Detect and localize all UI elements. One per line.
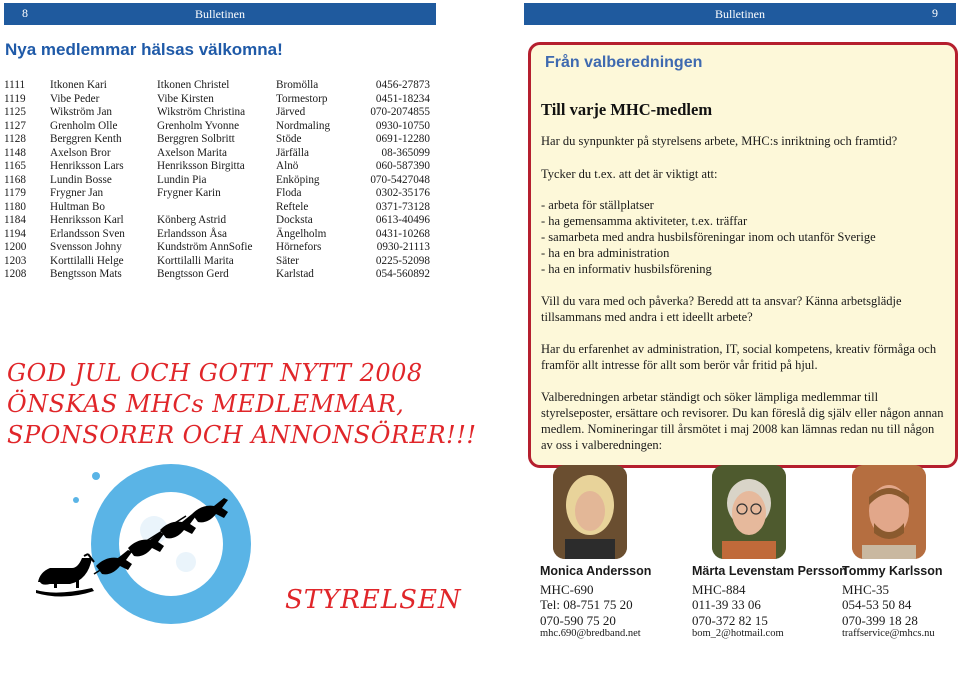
person-email[interactable]: traffservice@mhcs.nu <box>842 628 935 639</box>
person-tel: Tel: 08-751 75 20 <box>540 597 633 612</box>
member-name: Svensson Johny <box>50 241 122 253</box>
portrait-photo <box>553 465 627 559</box>
member-number: 1119 <box>4 92 26 105</box>
paragraph-erfarenhet: Har du erfarenhet av administration, IT, social kompetens, kreativ förmåga och framför allt intresse för allt som berör vår fritid på hjul. <box>541 342 937 372</box>
member-row <box>4 201 430 215</box>
paragraph-paverka: Vill du vara med och påverka? Beredd att ta ansvar? Känna arbetsglädje tillsammans med andra i ett ideellt arbete? <box>541 294 902 324</box>
person-mobile: 070-372 82 15 <box>692 613 768 628</box>
person-member-number: MHC-884 <box>692 582 746 597</box>
member-town: Hörnefors <box>276 241 322 253</box>
member-row <box>4 106 430 120</box>
member-number: 1179 <box>4 187 26 199</box>
greeting-line-2: ÖNSKAS MHCs MEDLEMMAR, <box>7 390 405 418</box>
member-name: Itkonen Kari <box>50 79 107 91</box>
partner-name: Könberg Astrid <box>157 214 227 226</box>
member-town: Järved <box>276 106 306 118</box>
member-phone: 0930-10750 <box>375 119 430 132</box>
member-phone: 0302-35176 <box>375 187 430 199</box>
member-name: Bengtsson Mats <box>50 268 122 280</box>
partner-name: Henriksson Birgitta <box>157 160 245 172</box>
member-row <box>4 214 430 228</box>
member-name: Berggren Kenth <box>50 133 122 145</box>
member-number: 1128 <box>4 133 26 145</box>
member-number: 1165 <box>4 160 26 172</box>
bullet-item: - samarbeta med andra husbilsföreningar inom och utanför Sverige <box>541 230 876 244</box>
bullet-item: - ha en bra administration <box>541 246 670 260</box>
member-town: Reftele <box>276 200 309 213</box>
paragraph-nominering: Valberedningen arbetar ständigt och söker lämpliga medlemmar till styrelseposter, ersättare och revisorer. Du kan föreslå dig själv eller någon annan medlem. Nomineringar till årsmötet i maj 2008 kan lämnas redan nu till någon av oss i valberedningen: <box>541 390 944 452</box>
sleigh-silhouette <box>36 558 94 597</box>
member-row <box>4 241 430 255</box>
portrait-photo <box>852 465 926 559</box>
member-number: 1180 <box>4 200 26 213</box>
member-town: Alnö <box>276 160 299 172</box>
styrelsen-label: STYRELSEN <box>285 585 462 615</box>
partner-name: Axelson Marita <box>157 146 227 159</box>
member-phone: 0431-10268 <box>375 227 430 240</box>
person-name: Märta Levenstam Persson <box>692 564 847 578</box>
person-member-number: MHC-690 <box>540 582 594 597</box>
member-phone: 0371-73128 <box>375 200 430 213</box>
portrait-photo <box>712 465 786 559</box>
member-number: 1168 <box>4 173 26 186</box>
member-phone: 060-587390 <box>375 160 430 172</box>
partner-name: Vibe Kirsten <box>157 92 214 105</box>
person-mobile: 070-399 18 28 <box>842 613 918 628</box>
right-header-title: Bulletinen <box>715 7 765 21</box>
member-row <box>4 79 430 93</box>
member-phone: 0225-52098 <box>375 254 430 267</box>
member-name: Erlandsson Sven <box>50 227 125 240</box>
partner-name: Berggren Solbritt <box>157 133 235 145</box>
member-name: Lundin Bosse <box>50 173 112 186</box>
member-town: Järfälla <box>276 146 309 159</box>
right-page-number: 9 <box>932 6 938 20</box>
member-name: Hultman Bo <box>50 200 106 213</box>
left-header-title: Bulletinen <box>195 7 245 21</box>
member-row <box>4 174 430 188</box>
member-number: 1208 <box>4 268 27 280</box>
person-mobile: 070-590 75 20 <box>540 613 616 628</box>
member-phone: 08-365099 <box>381 146 430 159</box>
greeting-line-1: GOD JUL OCH GOTT NYTT 2008 <box>7 359 423 387</box>
member-town: Karlstad <box>276 268 314 280</box>
partner-name: Frygner Karin <box>157 187 221 199</box>
member-town: Enköping <box>276 173 320 186</box>
member-row <box>4 160 430 174</box>
member-name: Henriksson Lars <box>50 160 124 172</box>
member-name: Henriksson Karl <box>50 214 124 226</box>
member-town: Säter <box>276 254 299 267</box>
partner-name: Kundström AnnSofie <box>157 241 253 253</box>
member-row <box>4 268 430 282</box>
member-row <box>4 133 430 147</box>
member-name: Grenholm Olle <box>50 119 118 132</box>
person-tel: 011-39 33 06 <box>692 597 761 612</box>
valberedning-box <box>528 42 958 468</box>
welcome-heading: Nya medlemmar hälsas välkomna! <box>5 40 283 59</box>
person-member-number: MHC-35 <box>842 582 889 597</box>
member-town: Floda <box>276 187 302 199</box>
person-email[interactable]: mhc.690@bredband.net <box>540 628 641 639</box>
greeting-line-3: SPONSORER OCH ANNONSÖRER!!! <box>7 421 477 449</box>
member-phone: 0456-27873 <box>375 79 430 91</box>
member-town: Stöde <box>276 133 302 145</box>
right-header-bar <box>524 3 956 25</box>
member-row <box>4 187 430 201</box>
partner-name: Lundin Pia <box>157 173 207 186</box>
member-number: 1200 <box>4 241 27 253</box>
member-phone: 0613-40496 <box>375 214 430 226</box>
partner-name: Bengtsson Gerd <box>157 268 229 280</box>
member-number: 1203 <box>4 254 27 267</box>
left-header-bar <box>4 3 436 25</box>
member-phone: 070-2074855 <box>370 106 430 118</box>
member-name: Korttilalli Helge <box>50 254 124 267</box>
member-town: Ängelholm <box>276 227 327 240</box>
member-number: 1194 <box>4 227 26 240</box>
member-phone: 0451-18234 <box>375 92 430 105</box>
christmas-greeting <box>7 358 477 451</box>
member-row <box>4 147 430 161</box>
member-name: Frygner Jan <box>50 187 104 199</box>
partner-name: Erlandsson Åsa <box>157 227 227 240</box>
member-row <box>4 93 430 107</box>
bullet-item: - arbeta för ställplatser <box>541 198 654 212</box>
partner-name: Wikström Christina <box>157 106 246 118</box>
bullet-item: - ha gemensamma aktiviteter, t.ex. träffar <box>541 214 748 228</box>
person-name: Tommy Karlsson <box>842 564 943 578</box>
member-name: Axelson Bror <box>50 146 111 159</box>
member-row <box>4 255 430 269</box>
member-row <box>4 120 430 134</box>
left-page-number: 8 <box>22 6 28 20</box>
person-tel: 054-53 50 84 <box>842 597 912 612</box>
member-town: Docksta <box>276 214 313 226</box>
members-table <box>4 79 430 282</box>
bullet-list <box>541 197 876 277</box>
member-town: Nordmaling <box>276 119 331 132</box>
member-phone: 070-5427048 <box>370 173 430 186</box>
member-number: 1125 <box>4 106 26 118</box>
person-name: Monica Andersson <box>540 564 652 578</box>
member-number: 1148 <box>4 146 26 159</box>
valberedning-heading: Från valberedningen <box>545 54 703 71</box>
member-row <box>4 228 430 242</box>
member-town: Bromölla <box>276 79 319 91</box>
member-town: Tormestorp <box>276 92 328 105</box>
member-phone: 054-560892 <box>375 268 430 280</box>
paragraph-synpunkter: Har du synpunkter på styrelsens arbete, MHC:s inriktning och framtid? <box>541 134 898 148</box>
member-number: 1111 <box>4 79 26 91</box>
partner-name: Korttilalli Marita <box>157 254 234 267</box>
partner-name: Itkonen Christel <box>157 79 230 91</box>
partner-name <box>157 201 276 215</box>
paragraph-tycker: Tycker du t.ex. att det är viktigt att: <box>541 167 718 181</box>
member-name: Wikström Jan <box>50 106 113 118</box>
valberedning-subheading: Till varje MHC-medlem <box>541 100 713 119</box>
member-phone: 0691-12280 <box>375 133 430 145</box>
member-number: 1184 <box>4 214 26 226</box>
partner-name: Grenholm Yvonne <box>157 119 240 132</box>
person-email[interactable]: bom_2@hotmail.com <box>692 628 784 639</box>
moon-sleigh-illustration <box>36 462 266 632</box>
member-name: Vibe Peder <box>50 92 100 105</box>
bullet-item: - ha en informativ husbilsförening <box>541 262 712 276</box>
member-phone: 0930-21113 <box>376 241 430 253</box>
member-number: 1127 <box>4 119 26 132</box>
